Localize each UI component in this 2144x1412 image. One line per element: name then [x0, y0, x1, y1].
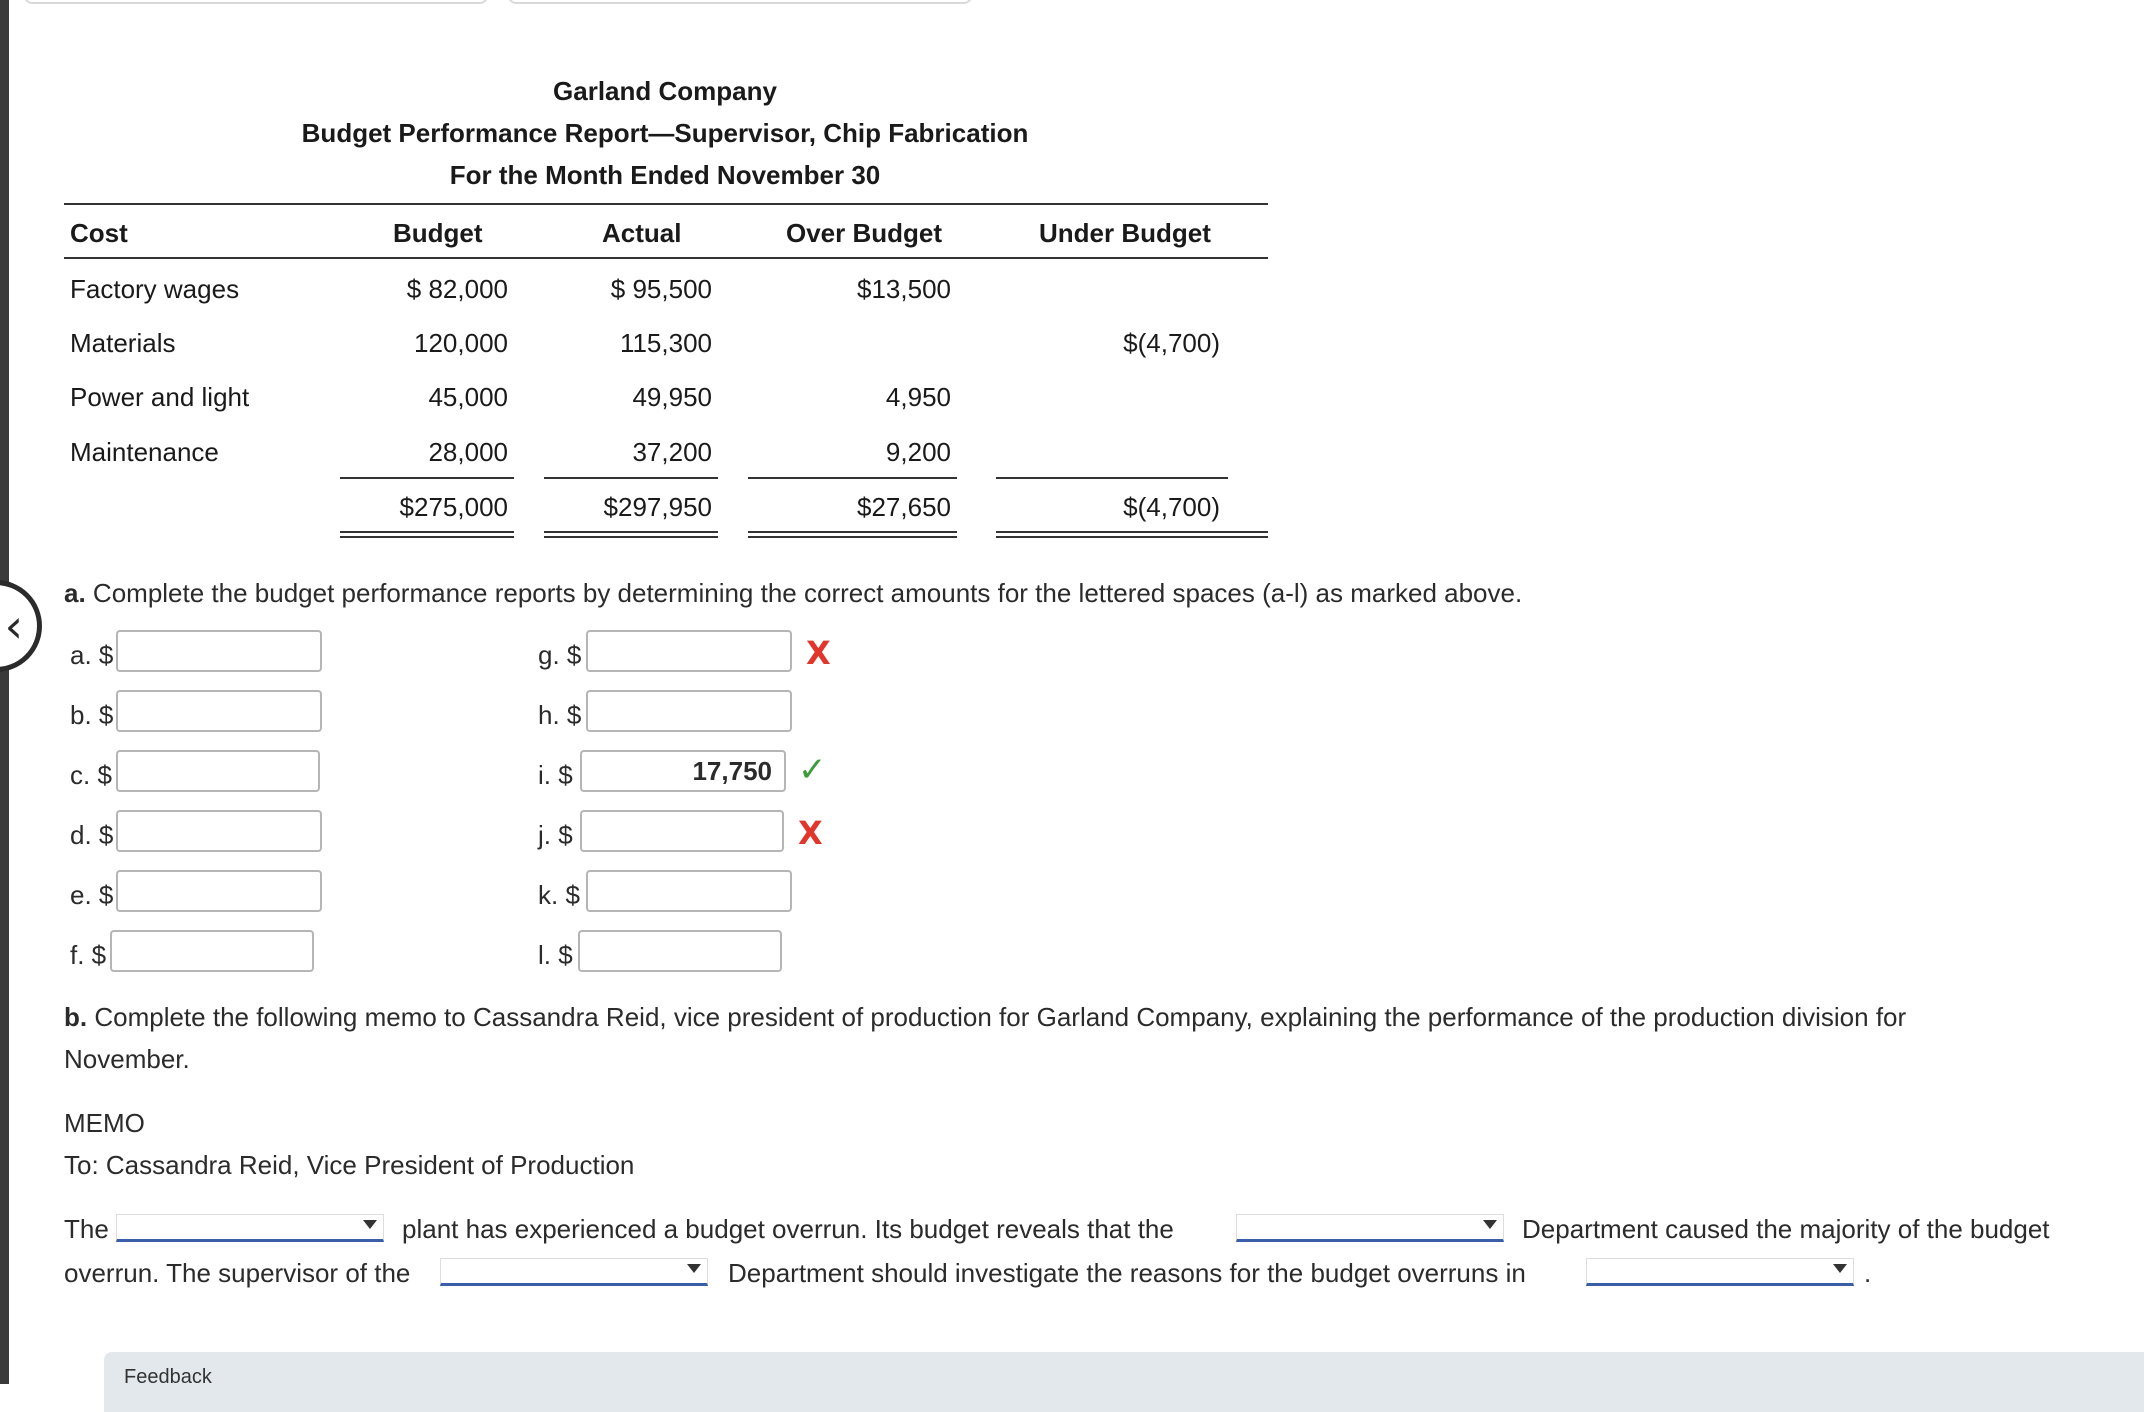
total-double-rule [748, 531, 957, 538]
col-header-cost: Cost [70, 218, 128, 248]
part-b-instruction [64, 1002, 1906, 1033]
part-b-text-line2: November. [64, 1044, 190, 1074]
table-row-budget: $ 82,000 [406, 274, 508, 304]
table-row-budget: 28,000 [428, 437, 508, 467]
answer-label-f: f. $ [70, 940, 107, 970]
answer-label-e: e. $ [70, 880, 114, 910]
answer-label-h: h. $ [538, 700, 582, 730]
plant-select[interactable] [116, 1214, 384, 1242]
answer-input-i[interactable] [580, 750, 786, 792]
table-row-over: 9,200 [885, 437, 951, 467]
table-header-rule [64, 257, 1268, 259]
department-select[interactable] [1236, 1214, 1504, 1242]
table-row-cost: Materials [70, 328, 176, 358]
report-title: Budget Performance Report—Supervisor, Chip Fabrication [301, 118, 1029, 148]
col-header-actual: Actual [602, 218, 682, 248]
table-row-budget: 120,000 [414, 328, 508, 358]
answer-input-b[interactable] [116, 690, 322, 732]
answer-label-j: j. $ [538, 820, 573, 850]
subtotal-rule [544, 477, 718, 479]
answer-label-g: g. $ [538, 640, 582, 670]
incorrect-x-icon: X [798, 814, 823, 852]
part-a-instruction [64, 578, 1522, 609]
memo-to: To: Cassandra Reid, Vice President of Production [64, 1150, 635, 1180]
subtotal-rule [996, 477, 1228, 479]
overrun-cost-select[interactable] [1586, 1258, 1854, 1286]
answer-input-k[interactable] [586, 870, 792, 912]
supervisor-department-select[interactable] [440, 1258, 708, 1286]
answer-label-l: l. $ [538, 940, 573, 970]
part-a-label: a. [64, 578, 86, 608]
table-row-over: $13,500 [857, 274, 951, 304]
top-tab-right[interactable] [508, 0, 972, 4]
total-budget: $275,000 [399, 492, 508, 522]
table-row-actual: 49,950 [632, 382, 712, 412]
answer-input-d[interactable] [116, 810, 322, 852]
answer-input-g[interactable] [586, 630, 792, 672]
table-row-cost: Power and light [70, 382, 250, 412]
answer-input-c[interactable] [116, 750, 320, 792]
window-left-edge [0, 0, 9, 1384]
memo-text: . [1864, 1258, 1872, 1288]
part-b-label: b. [64, 1002, 88, 1032]
table-row-cost: Factory wages [70, 274, 240, 304]
table-top-rule [64, 203, 1268, 205]
answer-input-f[interactable] [110, 930, 314, 972]
table-row-actual: 37,200 [632, 437, 712, 467]
memo-heading: MEMO [64, 1108, 145, 1138]
answer-input-e[interactable] [116, 870, 322, 912]
answer-input-j[interactable] [580, 810, 784, 852]
total-double-rule [996, 531, 1268, 538]
total-over: $27,650 [857, 492, 951, 522]
total-under: $(4,700) [1123, 492, 1220, 522]
col-header-over-budget: Over Budget [786, 218, 943, 248]
top-tab-left[interactable] [24, 0, 488, 4]
feedback-label: Feedback [124, 1366, 212, 1388]
correct-check-icon: ✓ [798, 750, 827, 790]
col-header-budget: Budget [393, 218, 483, 248]
table-row-budget: 45,000 [428, 382, 508, 412]
subtotal-rule [340, 477, 514, 479]
dropdown-arrow-icon [363, 1220, 377, 1229]
table-row-actual: $ 95,500 [610, 274, 712, 304]
back-button[interactable] [0, 580, 42, 672]
answer-label-c: c. $ [70, 760, 112, 790]
col-header-under-budget: Under Budget [1039, 218, 1211, 248]
total-actual: $297,950 [603, 492, 712, 522]
incorrect-x-icon: X [806, 634, 831, 672]
part-a-text: Complete the budget performance reports by determining the correct amounts for the lettered spaces (a-l) as marked above. [92, 578, 1523, 608]
dropdown-arrow-icon [1833, 1264, 1847, 1273]
memo-text: overrun. The supervisor of the [64, 1258, 411, 1288]
subtotal-rule [748, 477, 957, 479]
answer-label-d: d. $ [70, 820, 114, 850]
company-name: Garland Company [553, 76, 777, 106]
table-row-under: $(4,700) [1123, 328, 1220, 358]
memo-text: The [64, 1214, 109, 1244]
answer-input-a[interactable] [116, 630, 322, 672]
total-double-rule [340, 531, 514, 538]
feedback-panel[interactable] [104, 1352, 2144, 1412]
report-period: For the Month Ended November 30 [449, 160, 881, 190]
memo-text: Department should investigate the reasons for the budget overruns in [728, 1258, 1526, 1288]
part-b-text: Complete the following memo to Cassandra Reid, vice president of production for Garland Company, explaining the performance of the production division for [94, 1002, 1907, 1032]
answer-label-b: b. $ [70, 700, 114, 730]
answer-label-a: a. $ [70, 640, 114, 670]
table-row-cost: Maintenance [70, 437, 219, 467]
answer-label-k: k. $ [538, 880, 580, 910]
answer-label-i: i. $ [538, 760, 573, 790]
memo-text: Department caused the majority of the budget [1522, 1214, 2050, 1244]
table-row-actual: 115,300 [619, 328, 712, 358]
table-row-over: 4,950 [885, 382, 951, 412]
dropdown-arrow-icon [687, 1264, 701, 1273]
dropdown-arrow-icon [1483, 1220, 1497, 1229]
answer-input-l[interactable] [578, 930, 782, 972]
chevron-left-icon: ‹ [4, 599, 23, 653]
total-double-rule [544, 531, 718, 538]
answer-input-h[interactable] [586, 690, 792, 732]
memo-text: plant has experienced a budget overrun. Its budget reveals that the [402, 1214, 1174, 1244]
